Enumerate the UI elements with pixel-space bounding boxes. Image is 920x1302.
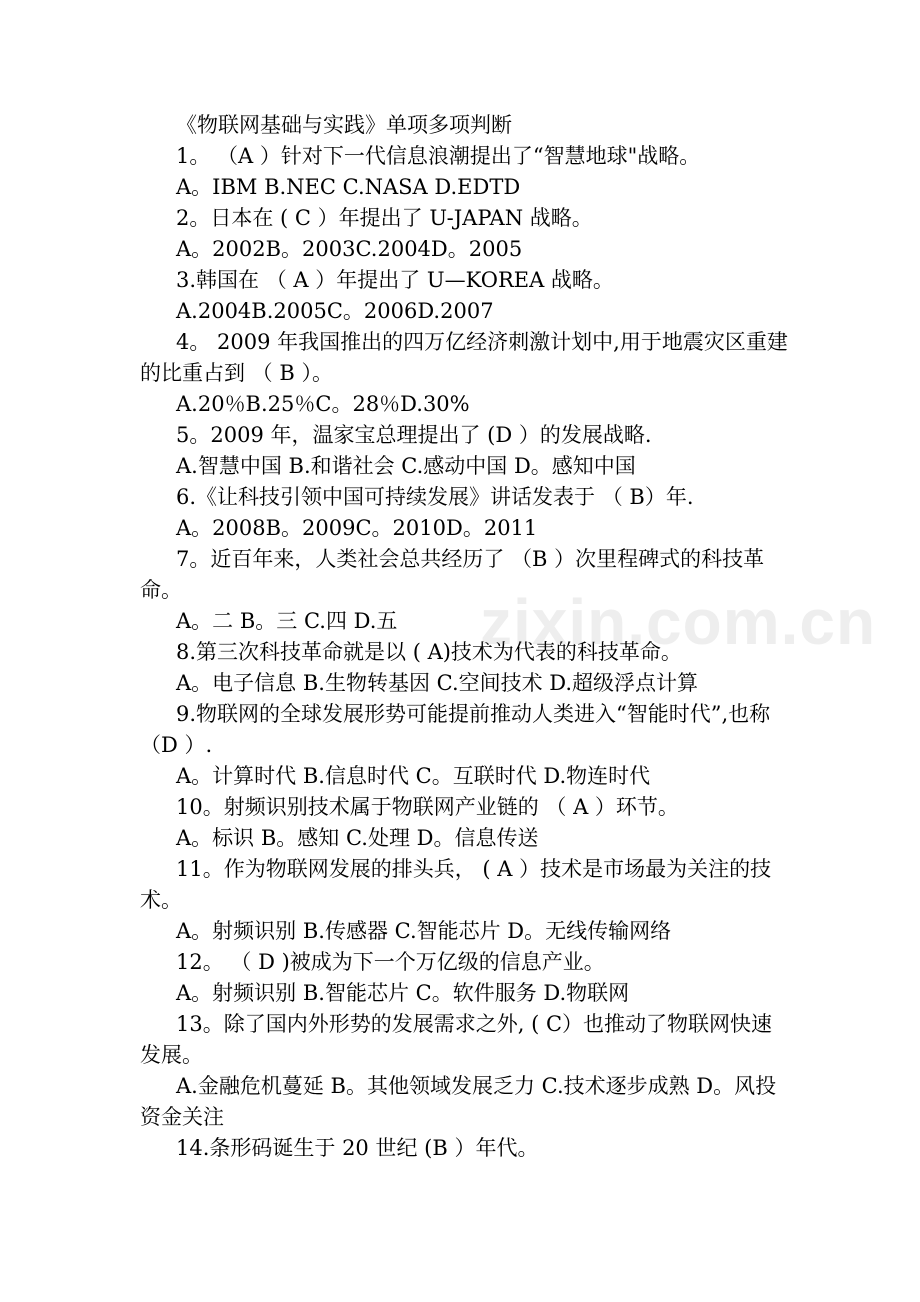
options-6: A。2008B。2009C。2010D。2011 xyxy=(176,516,538,540)
question-1: 1。 （A ）针对下一代信息浪潮提出了“智慧地球"战略。 xyxy=(176,144,701,168)
question-11: 11。作为物联网发展的排头兵， ( A ）技术是市场最为关注的技术。 xyxy=(140,857,772,912)
question-5: 5。2009 年，温家宝总理提出了 (D ）的发展战略. xyxy=(176,423,652,447)
question-10: 10。射频识别技术属于物联网产业链的 （ A ）环节。 xyxy=(176,795,679,819)
options-9: A。计算时代 B.信息时代 C。互联时代 D.物连时代 xyxy=(176,764,651,788)
question-2: 2。日本在 ( C ）年提出了 U-JAPAN 战略。 xyxy=(176,206,593,230)
options-12: A。射频识别 B.智能芯片 C。软件服务 D.物联网 xyxy=(176,981,630,1005)
options-13: A.金融危机蔓延 B。其他领域发展乏力 C.技术逐步成熟 D。风投资金关注 xyxy=(140,1074,777,1129)
question-6: 6.《让科技引领中国可持续发展》讲话发表于 （ B）年. xyxy=(176,485,694,509)
watermark-text: zixin.com.cn xyxy=(480,586,877,658)
question-13: 13。除了国内外形势的发展需求之外, ( C）也推动了物联网快速发展。 xyxy=(140,1012,773,1067)
document-body xyxy=(140,110,790,1164)
document-title: 《物联网基础与实践》单项多项判断 xyxy=(176,113,512,137)
question-14: 14.条形码诞生于 20 世纪 (B ）年代。 xyxy=(176,1136,539,1160)
options-7: A。二 B。三 C.四 D.五 xyxy=(176,609,398,633)
options-11: A。射频识别 B.传感器 C.智能芯片 D。无线传输网络 xyxy=(176,919,672,943)
options-10: A。标识 B。感知 C.处理 D。信息传送 xyxy=(176,826,539,850)
options-1: A。IBM B.NEC C.NASA D.EDTD xyxy=(176,175,521,199)
question-7: 7。近百年来，人类社会总共经历了 （B ）次里程碑式的科技革命。 xyxy=(140,547,765,602)
question-9: 9.物联网的全球发展形势可能提前推动人类进入“智能时代”,也称 （D ）. xyxy=(140,702,771,757)
options-3: A.2004B.2005C。2006D.2007 xyxy=(176,299,494,323)
options-5: A.智慧中国 B.和谐社会 C.感动中国 D。感知中国 xyxy=(176,454,636,478)
options-4: A.20％B.25％C。28％D.30% xyxy=(176,392,470,416)
options-2: A。2002B。2003C.2004D。2005 xyxy=(176,237,523,261)
options-8: A。电子信息 B.生物转基因 C.空间技术 D.超级浮点计算 xyxy=(176,671,699,695)
question-4: 4。 2009 年我国推出的四万亿经济刺激计划中,用于地震灾区重建的比重占到 （ B ）。 xyxy=(140,330,788,385)
question-3: 3.韩国在 （ A ）年提出了 U—KOREA 战略。 xyxy=(176,268,614,292)
question-12: 12。 （ D )被成为下一个万亿级的信息产业。 xyxy=(176,950,605,974)
question-8: 8.第三次科技革命就是以 ( A)技术为代表的科技革命。 xyxy=(176,640,682,664)
